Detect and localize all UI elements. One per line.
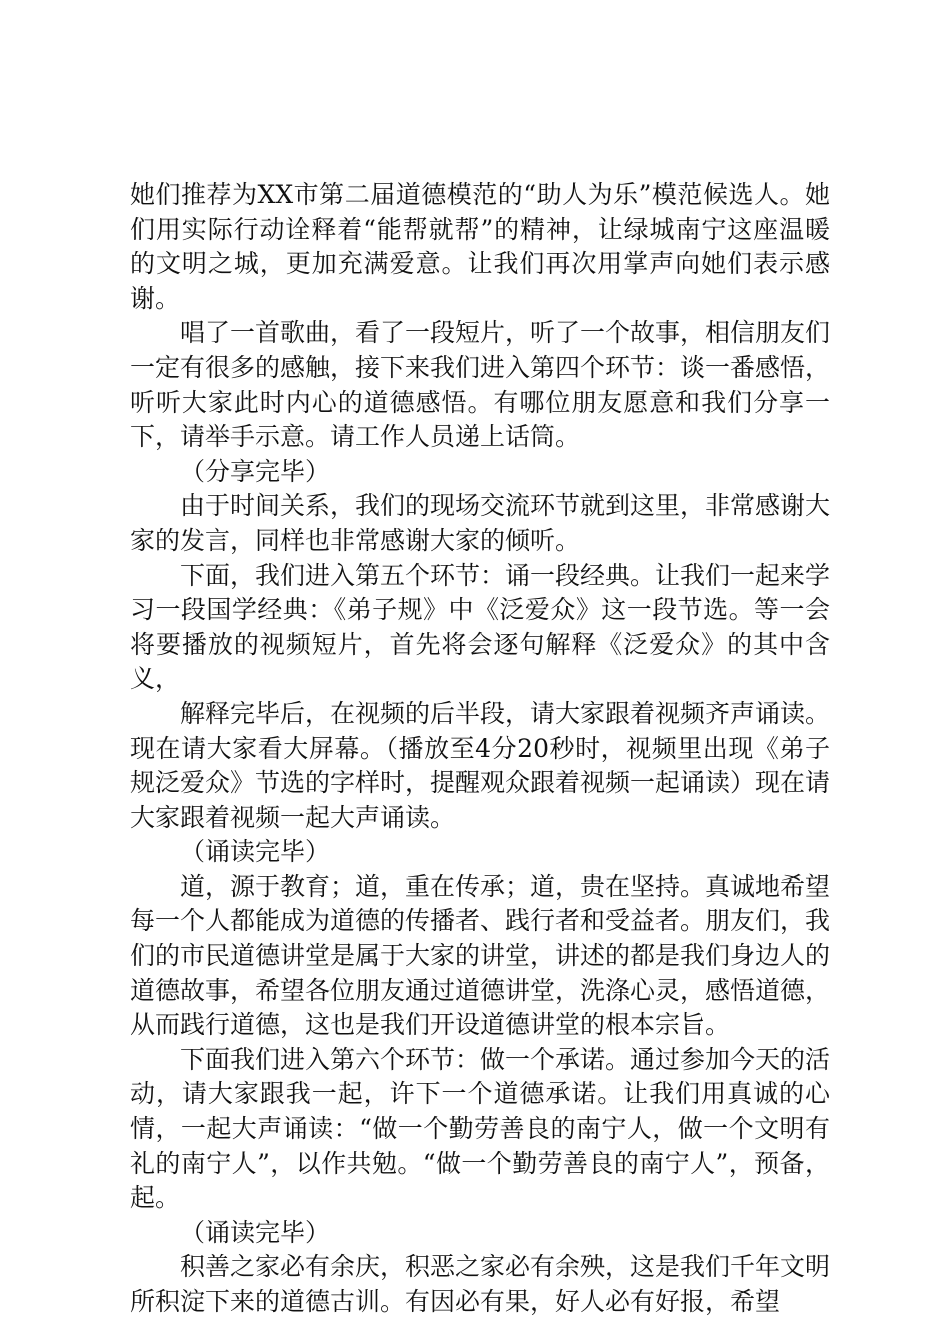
document-page bbox=[130, 178, 830, 1320]
paragraph-note: （诵读完毕） bbox=[180, 1217, 331, 1247]
paragraph: 唱了一首歌曲，看了一段短片，听了一个故事，相信朋友们一定有很多的感触，接下来我们进入第四个环节：谈一番感悟，听听大家此时内心的道德感悟。有哪位朋友愿意和我们分享一下，请举手示意。请工作人员递上话筒。 bbox=[130, 318, 831, 452]
paragraph-note: （诵读完毕） bbox=[180, 837, 331, 867]
paragraph: 下面我们进入第六个环节：做一个承诺。通过参加今天的活动，请大家跟我一起，许下一个道德承诺。让我们用真诚的心情，一起大声诵读：“做一个勤劳善良的南宁人，做一个文明有礼的南宁人”，以作共勉。“做一个勤劳善良的南宁人”，预备，起。 bbox=[130, 1044, 831, 1213]
paragraph: 道，源于教育；道，重在传承；道，贵在坚持。真诚地希望每一个人都能成为道德的传播者、践行者和受益者。朋友们，我们的市民道德讲堂是属于大家的讲堂，讲述的都是我们身边人的道德故事，希望各位朋友通过道德讲堂，洗涤心灵，感悟道德，从而践行道德，这也是我们开设道德讲堂的根本宗旨。 bbox=[130, 871, 831, 1040]
paragraph: 积善之家必有余庆，积恶之家必有余殃，这是我们千年文明所积淀下来的道德古训。有因必有果，好人必有好报，希望 bbox=[130, 1252, 831, 1316]
paragraph-continued: 她们推荐为XX市第二届道德模范的“助人为乐”模范候选人。她们用实际行动诠释着“能帮就帮”的精神，让绿城南宁这座温暖的文明之城，更加充满爱意。让我们再次用掌声向她们表示感谢。 bbox=[130, 180, 830, 313]
paragraph-note: （分享完毕） bbox=[180, 456, 331, 486]
paragraph: 下面，我们进入第五个环节：诵一段经典。让我们一起来学习一段国学经典：《弟子规》中《泛爱众》这一段节选。等一会将要播放的视频短片，首先将会逐句解释《泛爱众》的其中含义， bbox=[130, 560, 831, 694]
paragraph: 由于时间关系，我们的现场交流环节就到这里，非常感谢大家的发言，同样也非常感谢大家的倾听。 bbox=[130, 491, 831, 555]
paragraph: 解释完毕后，在视频的后半段，请大家跟着视频齐声诵读。现在请大家看大屏幕。（播放至4分20秒时，视频里出现《弟子规泛爱众》节选的字样时，提醒观众跟着视频一起诵读）现在请大家跟着视频一起大声诵读。 bbox=[130, 698, 831, 832]
